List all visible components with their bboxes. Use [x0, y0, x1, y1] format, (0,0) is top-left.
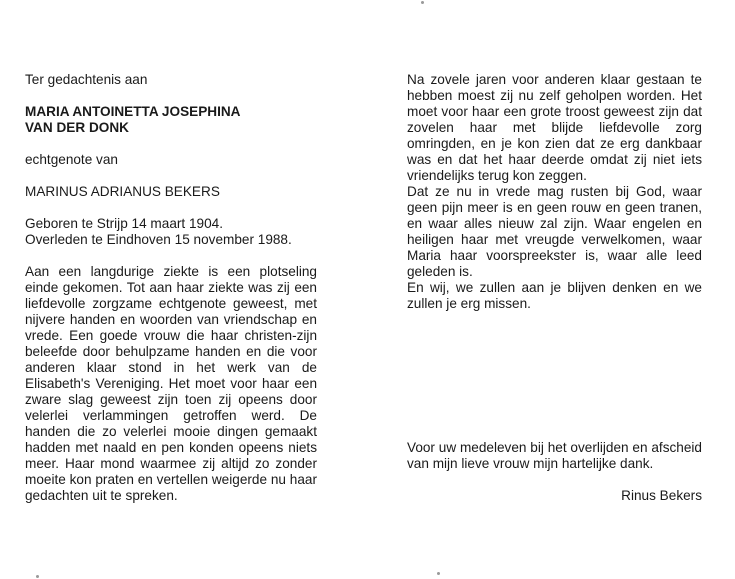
left-column — [25, 72, 317, 504]
life-paragraph: Aan een langdurige ziekte is een plotseling einde gekomen. Tot aan haar ziekte was zij een liefdevolle zorgzame echtgenote geweest, met nijvere handen en woorden van vriendschap en vrede. Een goede vrouw die haar christen-zijn beleefde door behulpzame handen en die voor anderen klaar stond in het werk van de Elisabeth's Vereniging. Het moet voor haar een zware slag geweest zijn toen zij opeens door velerlei verlammingen getroffen werd. De handen die zo velerlei mooie dingen gemaakt hadden met naald en pen konden opeens niets meer. Haar mond waarmee zij altijd zo zonder moeite kon praten en vertellen weigerde nu haar gedachten uit te spreken. — [25, 264, 317, 503]
birth-info: Geboren te Strijp 14 maart 1904. — [25, 216, 223, 231]
death-info: Overleden te Eindhoven 15 november 1988. — [25, 232, 292, 247]
care-paragraph: Na zovele jaren voor anderen klaar gestaan te hebben moest zij nu zelf geholpen worden. Het moet voor haar een grote troost geweest zijn dat zovelen haar met blijde liefdevolle zorg omringden, en je kon zien dat ze erg dankbaar was en dat het haar deerde omdat zij niet iets vriendelijks terug kon zeggen. — [407, 72, 702, 183]
signature: Rinus Bekers — [621, 488, 702, 503]
right-column — [407, 72, 702, 504]
fold-mark — [437, 572, 440, 575]
peace-paragraph: Dat ze nu in vrede mag rusten bij God, waar geen pijn meer is en geen rouw en geen tranen, en waar alles nieuw zal zijn. Waar engelen en heiligen haar met vreugde verwelkomen, waar Maria haar voorspreekster is, waar alle leed geleden is. — [407, 184, 702, 279]
thanks-paragraph: Voor uw medeleven bij het overlijden en afscheid van mijn lieve vrouw mijn hartelijke dank. — [407, 440, 702, 471]
spouse-name: MARINUS ADRIANUS BEKERS — [25, 184, 220, 199]
remembrance-paragraph: En wij, we zullen aan je blijven denken en we zullen je erg missen. — [407, 280, 702, 311]
deceased-name-line2: VAN DER DONK — [25, 120, 129, 135]
spouse-label: echtgenote van — [25, 152, 118, 167]
deceased-name-line1: MARIA ANTOINETTA JOSEPHINA — [25, 104, 241, 119]
fold-mark — [421, 1, 424, 4]
fold-mark — [36, 575, 39, 578]
memorial-intro: Ter gedachtenis aan — [25, 72, 148, 87]
